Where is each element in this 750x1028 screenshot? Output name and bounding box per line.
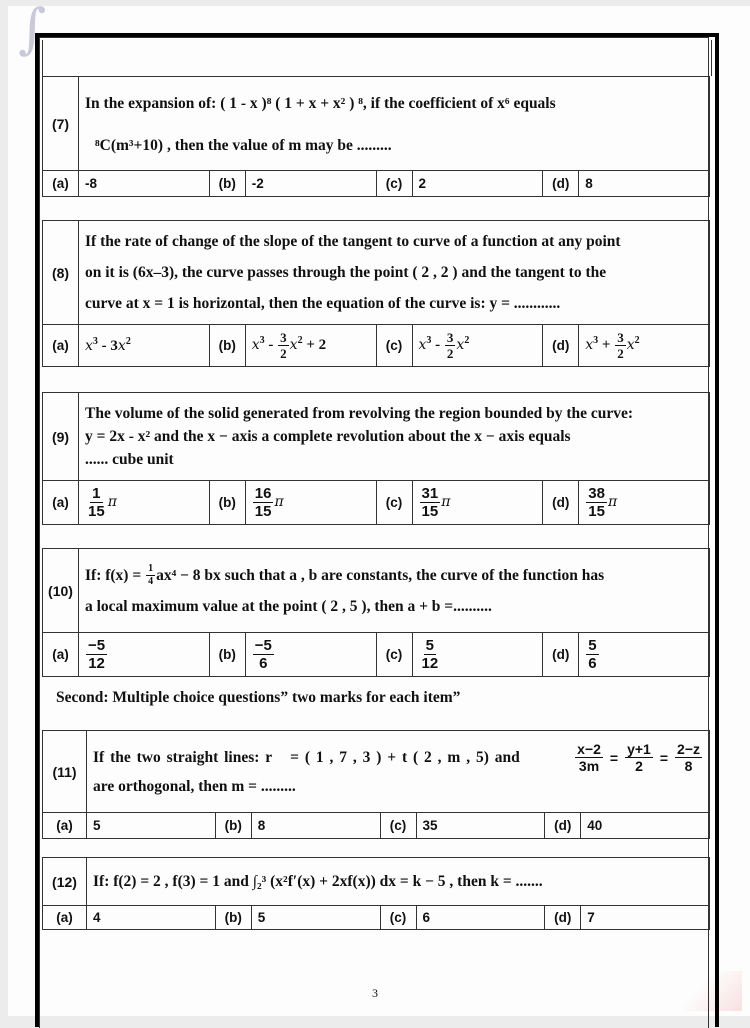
option-c-value[interactable]: $x^3$ - $\frac{3}{2}$ $x^2$ [412,325,543,367]
option-c-value[interactable] [412,481,543,525]
stem-line: If the rate of change of the slope of the tangent to curve of a function at any point [85,233,621,250]
option-d-value[interactable] [579,481,710,525]
fraction-denominator: 15 [588,503,605,520]
option-a-label[interactable]: (a) [43,633,79,677]
option-d-label[interactable]: (d) [543,171,579,197]
fraction-denominator: 2 [635,758,643,774]
option-a-value[interactable]: $x^3 - 3x^2$ [79,325,210,367]
question-number: (8) [43,221,79,325]
fraction-numerator: 16 [254,485,272,502]
stem-expression: ⁸C(m³+10) [95,136,164,154]
fraction-numerator: −5 [254,637,272,654]
question-10 [42,548,710,677]
question-number: (7) [43,77,79,171]
equals-sign: = [609,749,619,766]
option-d-value[interactable] [579,633,710,677]
option-b-label[interactable]: (b) [209,325,245,367]
option-a-value[interactable]: 5 [87,813,216,839]
fraction-numerator: y+1 [627,741,651,757]
page-number: 3 [372,986,378,1000]
fraction-denominator: 15 [421,503,439,520]
option-b-label[interactable]: (b) [209,171,245,197]
fraction-denominator: 15 [88,503,105,520]
option-c-value[interactable]: 6 [416,906,545,930]
fraction-numerator: 38 [588,485,605,502]
stem-line: on it is (6x–3), the curve passes through the point ( 2 , 2 ) and the tangent to the [85,264,607,281]
option-b-label[interactable]: (b) [209,633,245,677]
question-number: (11) [43,731,87,813]
question-stem [79,77,710,171]
stem-line: y = 2x - x² and the x − axis a complete revolution about the x − axis equals [85,428,571,445]
fraction-denominator: 3m [578,758,600,774]
integral-watermark-icon: ∫ [18,0,47,60]
fraction-numerator: 31 [421,485,439,502]
equals-sign: = [659,749,669,766]
option-c-label[interactable]: (c) [376,633,412,677]
option-d-value[interactable]: $x^3$ + $\frac{3}{2}$ $x^2$ [579,325,710,367]
option-c-label[interactable]: (c) [376,325,412,367]
option-c-label[interactable]: (c) [380,813,416,839]
question-number: (9) [43,393,79,481]
fraction-numerator: x−2 [577,741,601,757]
question-stem: If: f(2) = 2 , f(3) = 1 and ∫₂³ (x²f′(x) + 2xf(x)) dx = k − 5 , then k = ....... [87,858,710,906]
stem-line: are orthogonal, then m = ......... [93,778,296,795]
fraction-numerator: 2−z [677,741,700,757]
question-stem [87,731,710,813]
option-b-label[interactable]: (b) [215,813,251,839]
option-b-value[interactable]: -2 [245,171,376,197]
option-a-value[interactable]: 4 [87,906,216,930]
fraction-denominator: 4 [148,576,154,588]
fraction-denominator: 12 [88,655,105,672]
question-number: (12) [43,858,87,906]
question-number: (10) [43,549,79,633]
option-a-label[interactable]: (a) [43,325,79,367]
fraction-numerator: 1 [148,563,154,575]
header-blank-row [42,40,712,76]
stem-line: a local maximum value at the point ( 2 , 5 ), then a + b =.......... [85,597,492,615]
option-c-value[interactable] [412,633,543,677]
option-a-label[interactable]: (a) [43,481,79,525]
option-a-label[interactable]: (a) [43,813,87,839]
pi-symbol: π [107,494,117,511]
option-b-value[interactable]: 8 [251,813,380,839]
question-12 [42,857,710,930]
pi-symbol: π [274,494,284,511]
fraction-denominator: 8 [684,758,693,774]
stem-line: The volume of the solid generated from revolving the region bounded by the curve: [85,405,634,422]
stem-text: In the expansion of: [85,94,217,112]
option-b-value[interactable] [245,633,376,677]
fraction-numerator: −5 [88,637,106,654]
fraction-denominator: 12 [421,655,439,672]
stem-text: , if the coefficient of x⁶ equals [362,94,556,112]
stem-text: ax⁴ − 8 bx such that a , b are constants, the curve of the function has [156,566,605,584]
option-c-label[interactable]: (c) [376,171,412,197]
question-7 [42,76,710,197]
fraction-numerator: 1 [92,485,101,502]
option-b-label[interactable]: (b) [209,481,245,525]
option-b-value[interactable] [245,481,376,525]
fraction-denominator: 15 [254,503,272,520]
option-d-label[interactable]: (d) [543,633,579,677]
option-a-value[interactable]: -8 [79,171,210,197]
question-stem [79,549,710,633]
stem-text: If the two straight lines: r⃗ = ( 1 , 7 , 3 ) + t ( 2 , m , 5) and [93,748,520,766]
stem-expression: ( 1 - x )⁸ ( 1 + x + x² ) ⁸ [220,94,363,112]
question-stem [79,221,710,325]
option-c-label[interactable]: (c) [376,481,412,525]
option-d-label[interactable]: (d) [543,481,579,525]
section-title: Second: Multiple choice questions” two marks for each item” [56,689,461,706]
option-b-value[interactable]: $x^3$ - $\frac{3}{2}$ $x^2 + 2$ [245,325,376,367]
option-a-value[interactable] [79,633,210,677]
option-b-value[interactable]: 5 [251,906,380,930]
stem-text: , then the value of m may be ......... [166,136,392,154]
question-8 [42,220,710,367]
option-d-value[interactable]: 40 [581,813,710,839]
option-c-value[interactable]: 35 [416,813,545,839]
option-a-label[interactable]: (a) [43,906,87,930]
option-d-label[interactable]: (d) [543,325,579,367]
fraction-numerator: 5 [588,637,597,654]
option-d-value[interactable]: 8 [579,171,710,197]
stem-text: If: f(x) = [85,566,142,584]
stem-line: ...... cube unit [85,451,174,468]
pi-symbol: π [441,494,451,511]
option-d-value[interactable]: 7 [581,906,710,930]
stem-line: curve at x = 1 is horizontal, then the equation of the curve is: y = ............ [85,295,561,312]
option-b-label[interactable]: (b) [215,906,251,930]
pi-symbol: π [607,494,618,511]
option-c-value[interactable]: 2 [412,171,543,197]
question-11 [42,730,710,839]
fraction-denominator: 6 [588,655,597,672]
question-stem [79,393,710,481]
option-a-value[interactable] [79,481,210,525]
question-9 [42,392,710,525]
option-c-label[interactable]: (c) [380,906,416,930]
option-a-label[interactable]: (a) [43,171,79,197]
fraction-denominator: 6 [259,655,268,672]
option-d-label[interactable]: (d) [545,813,581,839]
fraction-numerator: 5 [425,637,435,654]
option-d-label[interactable]: (d) [545,906,581,930]
